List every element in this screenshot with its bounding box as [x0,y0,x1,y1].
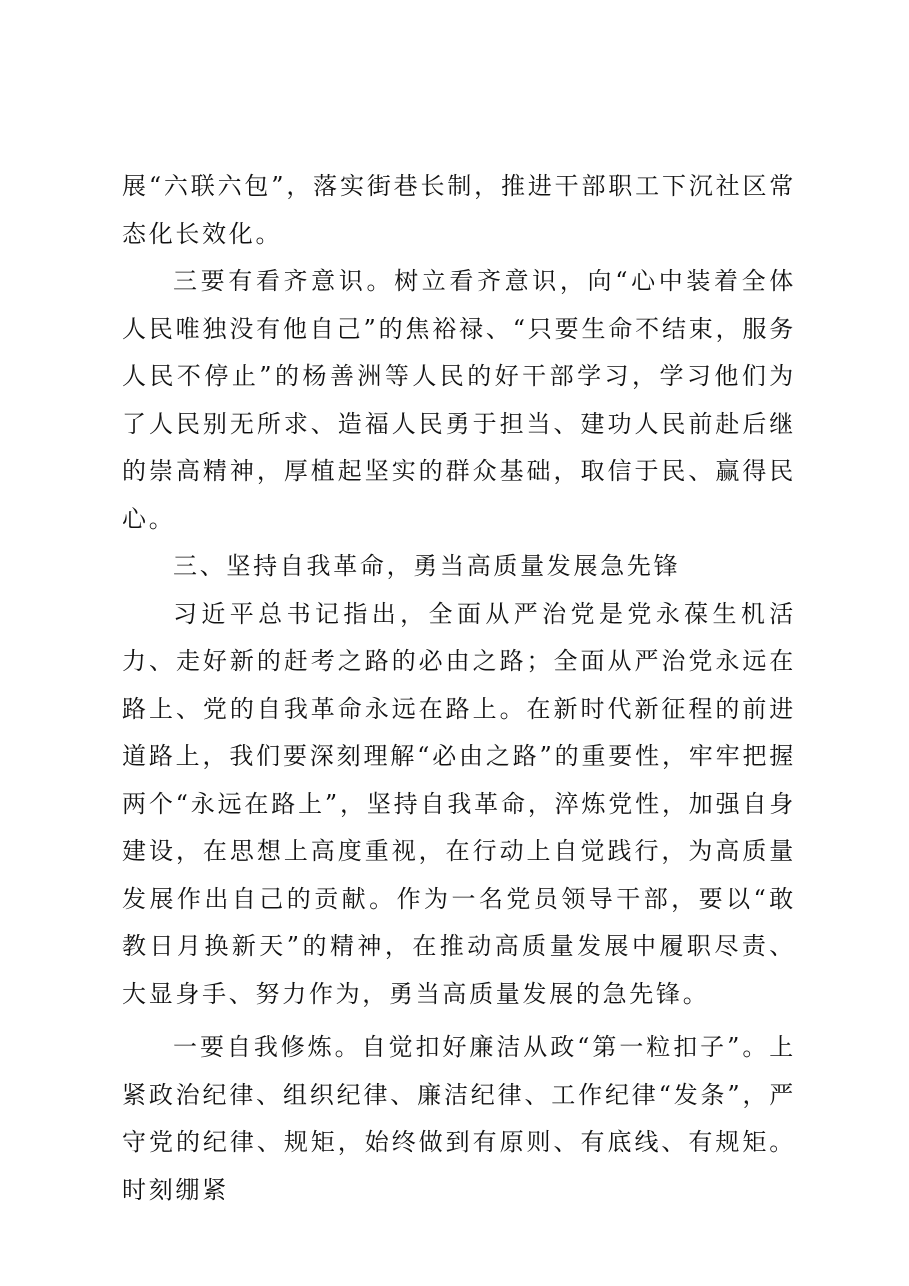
section-heading: 三、坚持自我革命，勇当高质量发展急先锋 [173,552,681,580]
document-body [122,163,796,1214]
paragraph-continuation: 展“六联六包”，落实街巷长制，推进干部职工下沉社区常态化长效化。 [122,172,796,248]
paragraph-point-one: 一要自我修炼。自觉扣好廉洁从政“第一粒扣子”。上紧政治纪律、组织纪律、廉洁纪律、工作纪律“发条”，严守党的纪律、规矩，始终做到有原则、有底线、有规矩。时刻绷紧 [122,1033,796,1204]
paragraph-section-intro: 习近平总书记指出，全面从严治党是党永葆生机活力、走好新的赶考之路的必由之路；全面从严治党永远在路上、党的自我革命永远在路上。在新时代新征程的前进道路上，我们要深刻理解“必由之路”的重要性，牢牢把握两个“永远在路上”，坚持自我革命，淬炼党性，加强自身建设，在思想上高度重视，在行动上自觉践行，为高质量发展作出自己的贡献。作为一名党员领导干部，要以“敢教日月换新天”的精神，在推动高质量发展中履职尽责、大显身手、努力作为，勇当高质量发展的急先锋。 [122,599,796,1008]
paragraph-point-three: 三要有看齐意识。树立看齐意识，向“心中装着全体人民唯独没有他自己”的焦裕禄、“只要生命不结束，服务人民不停止”的杨善洲等人民的好干部学习，学习他们为了人民别无所求、造福人民勇于担当、建功人民前赴后继的崇高精神，厚植起坚实的群众基础，取信于民、赢得民心。 [122,267,796,533]
